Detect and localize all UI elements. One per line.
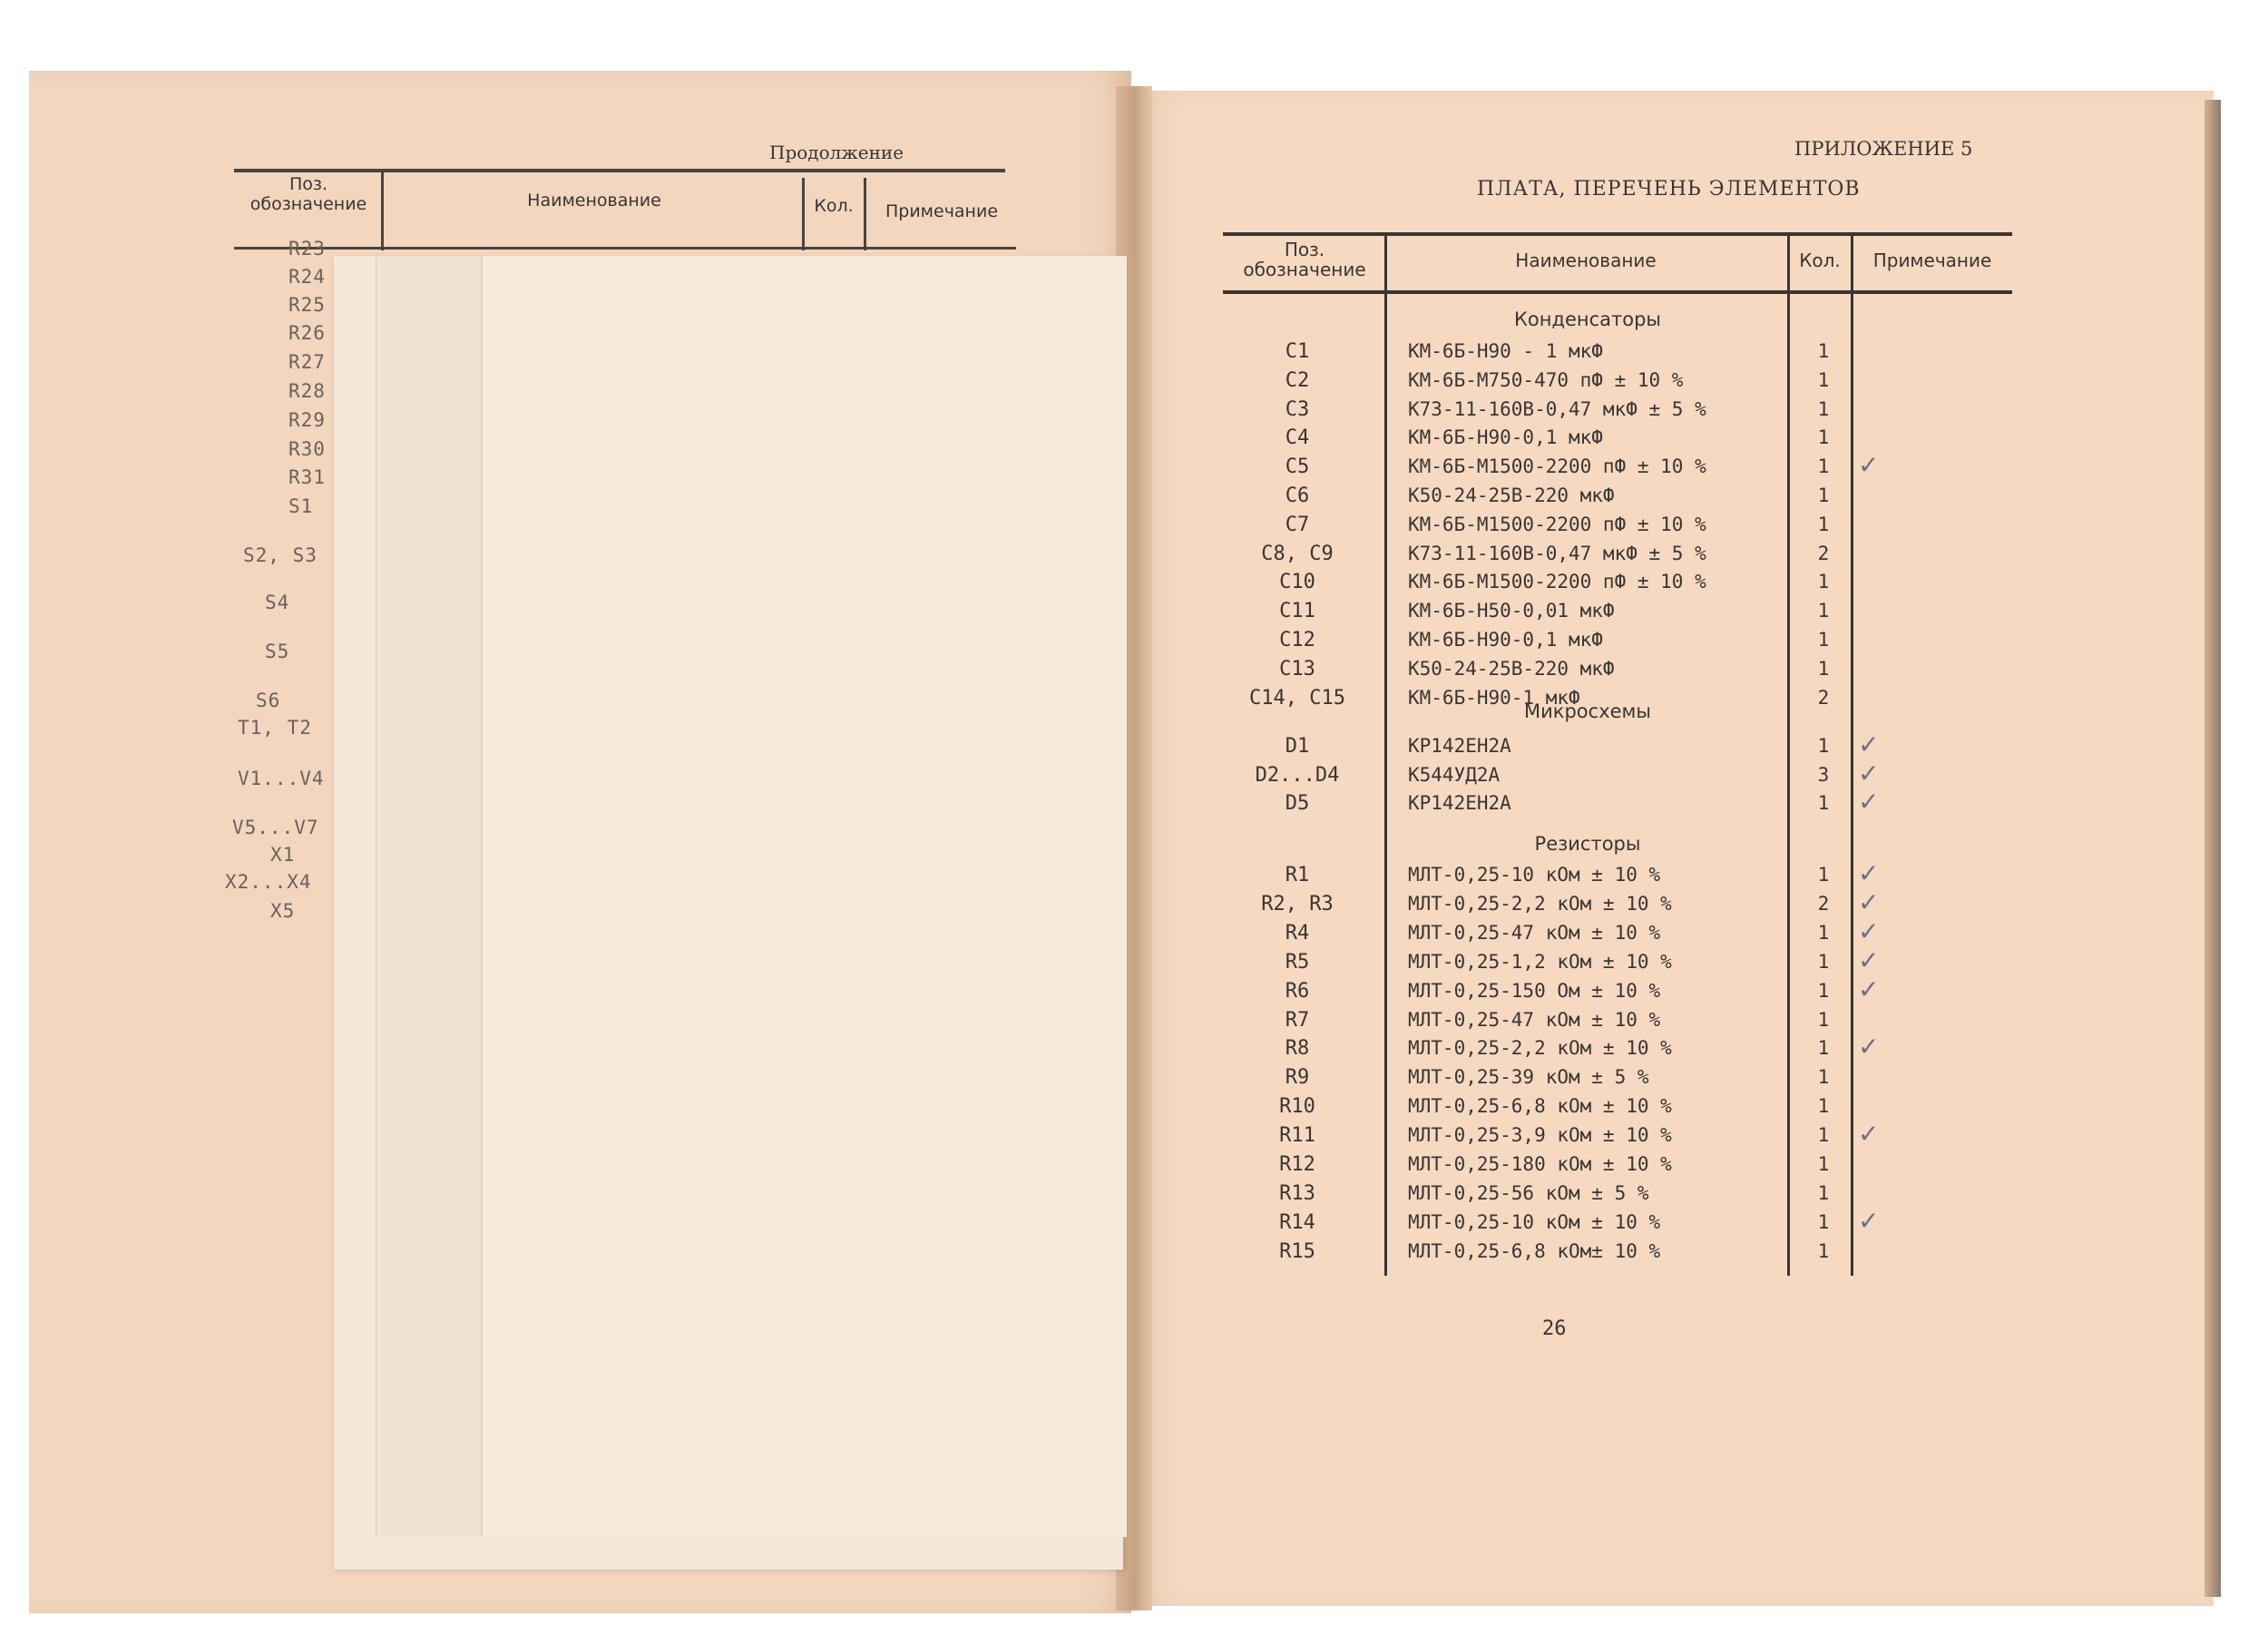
row-name: КМ-6Б-М1500-2200 пФ ± 10 % <box>1408 571 1706 592</box>
row-name: К50-24-25В-220 мкФ <box>1408 658 1615 680</box>
row-quantity: 1 <box>1817 792 1830 814</box>
left-position: R27 <box>288 351 326 373</box>
folded-insert-strip <box>376 256 484 1537</box>
row-quantity: 1 <box>1817 658 1830 680</box>
handwritten-check-mark: ✓ <box>1858 1206 1880 1236</box>
row-quantity: 1 <box>1817 735 1830 757</box>
table-top-rule <box>1223 232 2012 236</box>
row-quantity: 1 <box>1817 340 1830 362</box>
row-position: C12 <box>1279 629 1315 651</box>
left-position: X1 <box>270 844 296 866</box>
row-name: КМ-6Б-Н90-0,1 мкФ <box>1408 629 1603 651</box>
row-quantity: 2 <box>1817 543 1830 564</box>
left-position: R31 <box>288 466 326 488</box>
row-position: R1 <box>1285 864 1310 886</box>
row-position: R9 <box>1285 1066 1310 1089</box>
row-name: КМ-6Б-М1500-2200 пФ ± 10 % <box>1408 455 1706 477</box>
handwritten-check-mark: ✓ <box>1858 858 1880 888</box>
row-name: МЛТ-0,25-47 кОм ± 10 % <box>1408 1009 1661 1031</box>
row-position: R7 <box>1285 1009 1310 1032</box>
left-position: X5 <box>270 900 296 922</box>
row-quantity: 2 <box>1817 893 1830 915</box>
header-note: Примечание <box>1872 250 1992 271</box>
row-name: КР142ЕН2А <box>1408 735 1511 757</box>
row-quantity: 3 <box>1817 764 1830 786</box>
row-name: МЛТ-0,25-2,2 кОм ± 10 % <box>1408 893 1672 915</box>
handwritten-check-mark: ✓ <box>1858 887 1880 917</box>
left-position: S5 <box>265 641 290 662</box>
row-quantity: 1 <box>1817 369 1830 391</box>
row-name: МЛТ-0,25-150 Ом ± 10 % <box>1408 980 1661 1002</box>
left-position: R26 <box>288 322 326 344</box>
row-position: C14, C15 <box>1249 687 1345 710</box>
row-name: МЛТ-0,25-2,2 кОм ± 10 % <box>1408 1037 1672 1059</box>
handwritten-check-mark: ✓ <box>1858 1119 1880 1149</box>
row-position: D2...D4 <box>1255 764 1340 787</box>
left-header-name: Наименование <box>527 191 661 210</box>
row-position: R13 <box>1279 1182 1315 1205</box>
row-quantity: 1 <box>1817 1066 1830 1088</box>
table-header-rule <box>1223 290 2012 294</box>
row-quantity: 1 <box>1817 455 1830 477</box>
left-position: X2...X4 <box>225 871 312 893</box>
left-position: S4 <box>265 592 290 613</box>
row-name: МЛТ-0,25-47 кОм ± 10 % <box>1408 922 1661 944</box>
handwritten-check-mark: ✓ <box>1858 729 1880 759</box>
left-position: R29 <box>288 409 326 431</box>
row-name: К73-11-160В-0,47 мкФ ± 5 % <box>1408 398 1706 420</box>
header-qty: Кол. <box>1799 250 1841 271</box>
left-position: R24 <box>288 266 326 288</box>
row-quantity: 1 <box>1817 1095 1830 1117</box>
row-quantity: 1 <box>1817 629 1830 651</box>
row-position: C5 <box>1285 455 1310 478</box>
row-quantity: 1 <box>1817 1124 1830 1146</box>
row-position: C4 <box>1285 426 1310 449</box>
row-quantity: 1 <box>1817 1182 1830 1204</box>
left-position: R25 <box>288 294 326 316</box>
row-name: МЛТ-0,25-1,2 кОм ± 10 % <box>1408 951 1672 973</box>
left-position: S6 <box>256 690 281 711</box>
section-title-capacitors: Конденсаторы <box>1513 308 1662 330</box>
row-quantity: 1 <box>1817 600 1830 622</box>
row-name: КМ-6Б-М750-470 пФ ± 10 % <box>1408 369 1684 391</box>
row-quantity: 1 <box>1817 1037 1830 1059</box>
page-title: ПЛАТА, ПЕРЕЧЕНЬ ЭЛЕМЕНТОВ <box>1477 178 1861 201</box>
row-name: К50-24-25В-220 мкФ <box>1408 485 1615 506</box>
section-title-microcircuits: Микросхемы <box>1524 700 1651 722</box>
left-position: R23 <box>288 238 326 259</box>
row-quantity: 1 <box>1817 951 1830 973</box>
row-name: КР142ЕН2А <box>1408 792 1511 814</box>
row-position: D5 <box>1285 792 1310 815</box>
left-table-col-divider <box>381 169 384 250</box>
row-position: R14 <box>1279 1211 1315 1234</box>
row-name: МЛТ-0,25-10 кОм ± 10 % <box>1408 864 1661 886</box>
header-name: Наименование <box>1515 250 1657 271</box>
continuation-label: Продолжение <box>769 142 904 163</box>
row-name: МЛТ-0,25-10 кОм ± 10 % <box>1408 1211 1661 1233</box>
row-position: R10 <box>1279 1095 1315 1118</box>
page-edge <box>2204 100 2221 1597</box>
row-quantity: 1 <box>1817 485 1830 506</box>
header-pos: Поз. обозначение <box>1243 239 1366 280</box>
row-quantity: 1 <box>1817 514 1830 535</box>
row-name: КМ-6Б-Н90-1 мкФ <box>1408 687 1580 709</box>
row-name: МЛТ-0,25-3,9 кОм ± 10 % <box>1408 1124 1672 1146</box>
left-table-header-rule <box>234 247 1016 250</box>
row-position: R11 <box>1279 1124 1315 1147</box>
row-position: R2, R3 <box>1261 893 1334 915</box>
row-name: МЛТ-0,25-39 кОм ± 5 % <box>1408 1066 1649 1088</box>
left-position: T1, T2 <box>238 717 312 739</box>
row-position: C6 <box>1285 485 1310 507</box>
left-position: V5...V7 <box>232 817 319 838</box>
left-position: R30 <box>288 438 326 460</box>
row-position: R5 <box>1285 951 1310 974</box>
row-position: C1 <box>1285 340 1310 363</box>
left-position: R28 <box>288 380 326 402</box>
row-name: КМ-6Б-Н50-0,01 мкФ <box>1408 600 1615 622</box>
row-position: R15 <box>1279 1240 1315 1263</box>
row-position: C3 <box>1285 398 1310 421</box>
left-header-qty: Кол. <box>814 196 854 216</box>
row-position: C2 <box>1285 369 1310 392</box>
left-position: S1 <box>288 495 314 517</box>
left-table-col-divider <box>864 178 866 250</box>
left-position: S2, S3 <box>243 544 318 566</box>
row-quantity: 2 <box>1817 687 1830 709</box>
row-name: КМ-6Б-Н90 - 1 мкФ <box>1408 340 1603 362</box>
page-number: 26 <box>1542 1317 1567 1340</box>
left-header-pos: Поз. обозначение <box>249 174 367 214</box>
row-position: R8 <box>1285 1037 1310 1060</box>
row-name: МЛТ-0,25-56 кОм ± 5 % <box>1408 1182 1649 1204</box>
table-col-divider <box>1787 232 1790 1276</box>
row-name: К73-11-160В-0,47 мкФ ± 5 % <box>1408 543 1706 564</box>
row-name: КМ-6Б-Н90-0,1 мкФ <box>1408 426 1603 448</box>
row-quantity: 1 <box>1817 864 1830 886</box>
row-position: C7 <box>1285 514 1310 536</box>
row-quantity: 1 <box>1817 571 1830 592</box>
row-position: C8, C9 <box>1261 543 1334 565</box>
row-name: К544УД2А <box>1408 764 1501 786</box>
handwritten-check-mark: ✓ <box>1858 787 1880 817</box>
row-quantity: 1 <box>1817 1211 1830 1233</box>
handwritten-check-mark: ✓ <box>1858 1032 1880 1062</box>
handwritten-check-mark: ✓ <box>1858 945 1880 975</box>
left-table-col-divider <box>802 178 805 250</box>
row-name: МЛТ-0,25-6,8 кОм± 10 % <box>1408 1240 1661 1262</box>
row-quantity: 1 <box>1817 1009 1830 1031</box>
left-header-note: Примечание <box>885 201 999 221</box>
row-position: C11 <box>1279 600 1315 622</box>
row-position: D1 <box>1285 735 1310 758</box>
row-position: R4 <box>1285 922 1310 945</box>
table-col-divider <box>1851 232 1853 1276</box>
appendix-label: ПРИЛОЖЕНИЕ 5 <box>1794 138 1973 160</box>
section-title-resistors: Резисторы <box>1534 833 1641 855</box>
handwritten-check-mark: ✓ <box>1858 974 1880 1004</box>
row-quantity: 1 <box>1817 1153 1830 1175</box>
row-quantity: 1 <box>1817 1240 1830 1262</box>
row-name: МЛТ-0,25-6,8 кОм ± 10 % <box>1408 1095 1672 1117</box>
row-name: КМ-6Б-М1500-2200 пФ ± 10 % <box>1408 514 1706 535</box>
row-name: МЛТ-0,25-180 кОм ± 10 % <box>1408 1153 1672 1175</box>
row-quantity: 1 <box>1817 426 1830 448</box>
row-position: R12 <box>1279 1153 1315 1176</box>
handwritten-check-mark: ✓ <box>1858 916 1880 946</box>
handwritten-check-mark: ✓ <box>1858 450 1880 480</box>
row-position: R6 <box>1285 980 1310 1003</box>
row-position: C10 <box>1279 571 1315 593</box>
row-quantity: 1 <box>1817 980 1830 1002</box>
left-table-top-rule <box>234 169 1005 172</box>
row-quantity: 1 <box>1817 922 1830 944</box>
left-position: V1...V4 <box>238 768 325 789</box>
folded-insert-front <box>481 256 1127 1537</box>
handwritten-check-mark: ✓ <box>1858 759 1880 788</box>
row-position: C13 <box>1279 658 1315 680</box>
row-quantity: 1 <box>1817 398 1830 420</box>
